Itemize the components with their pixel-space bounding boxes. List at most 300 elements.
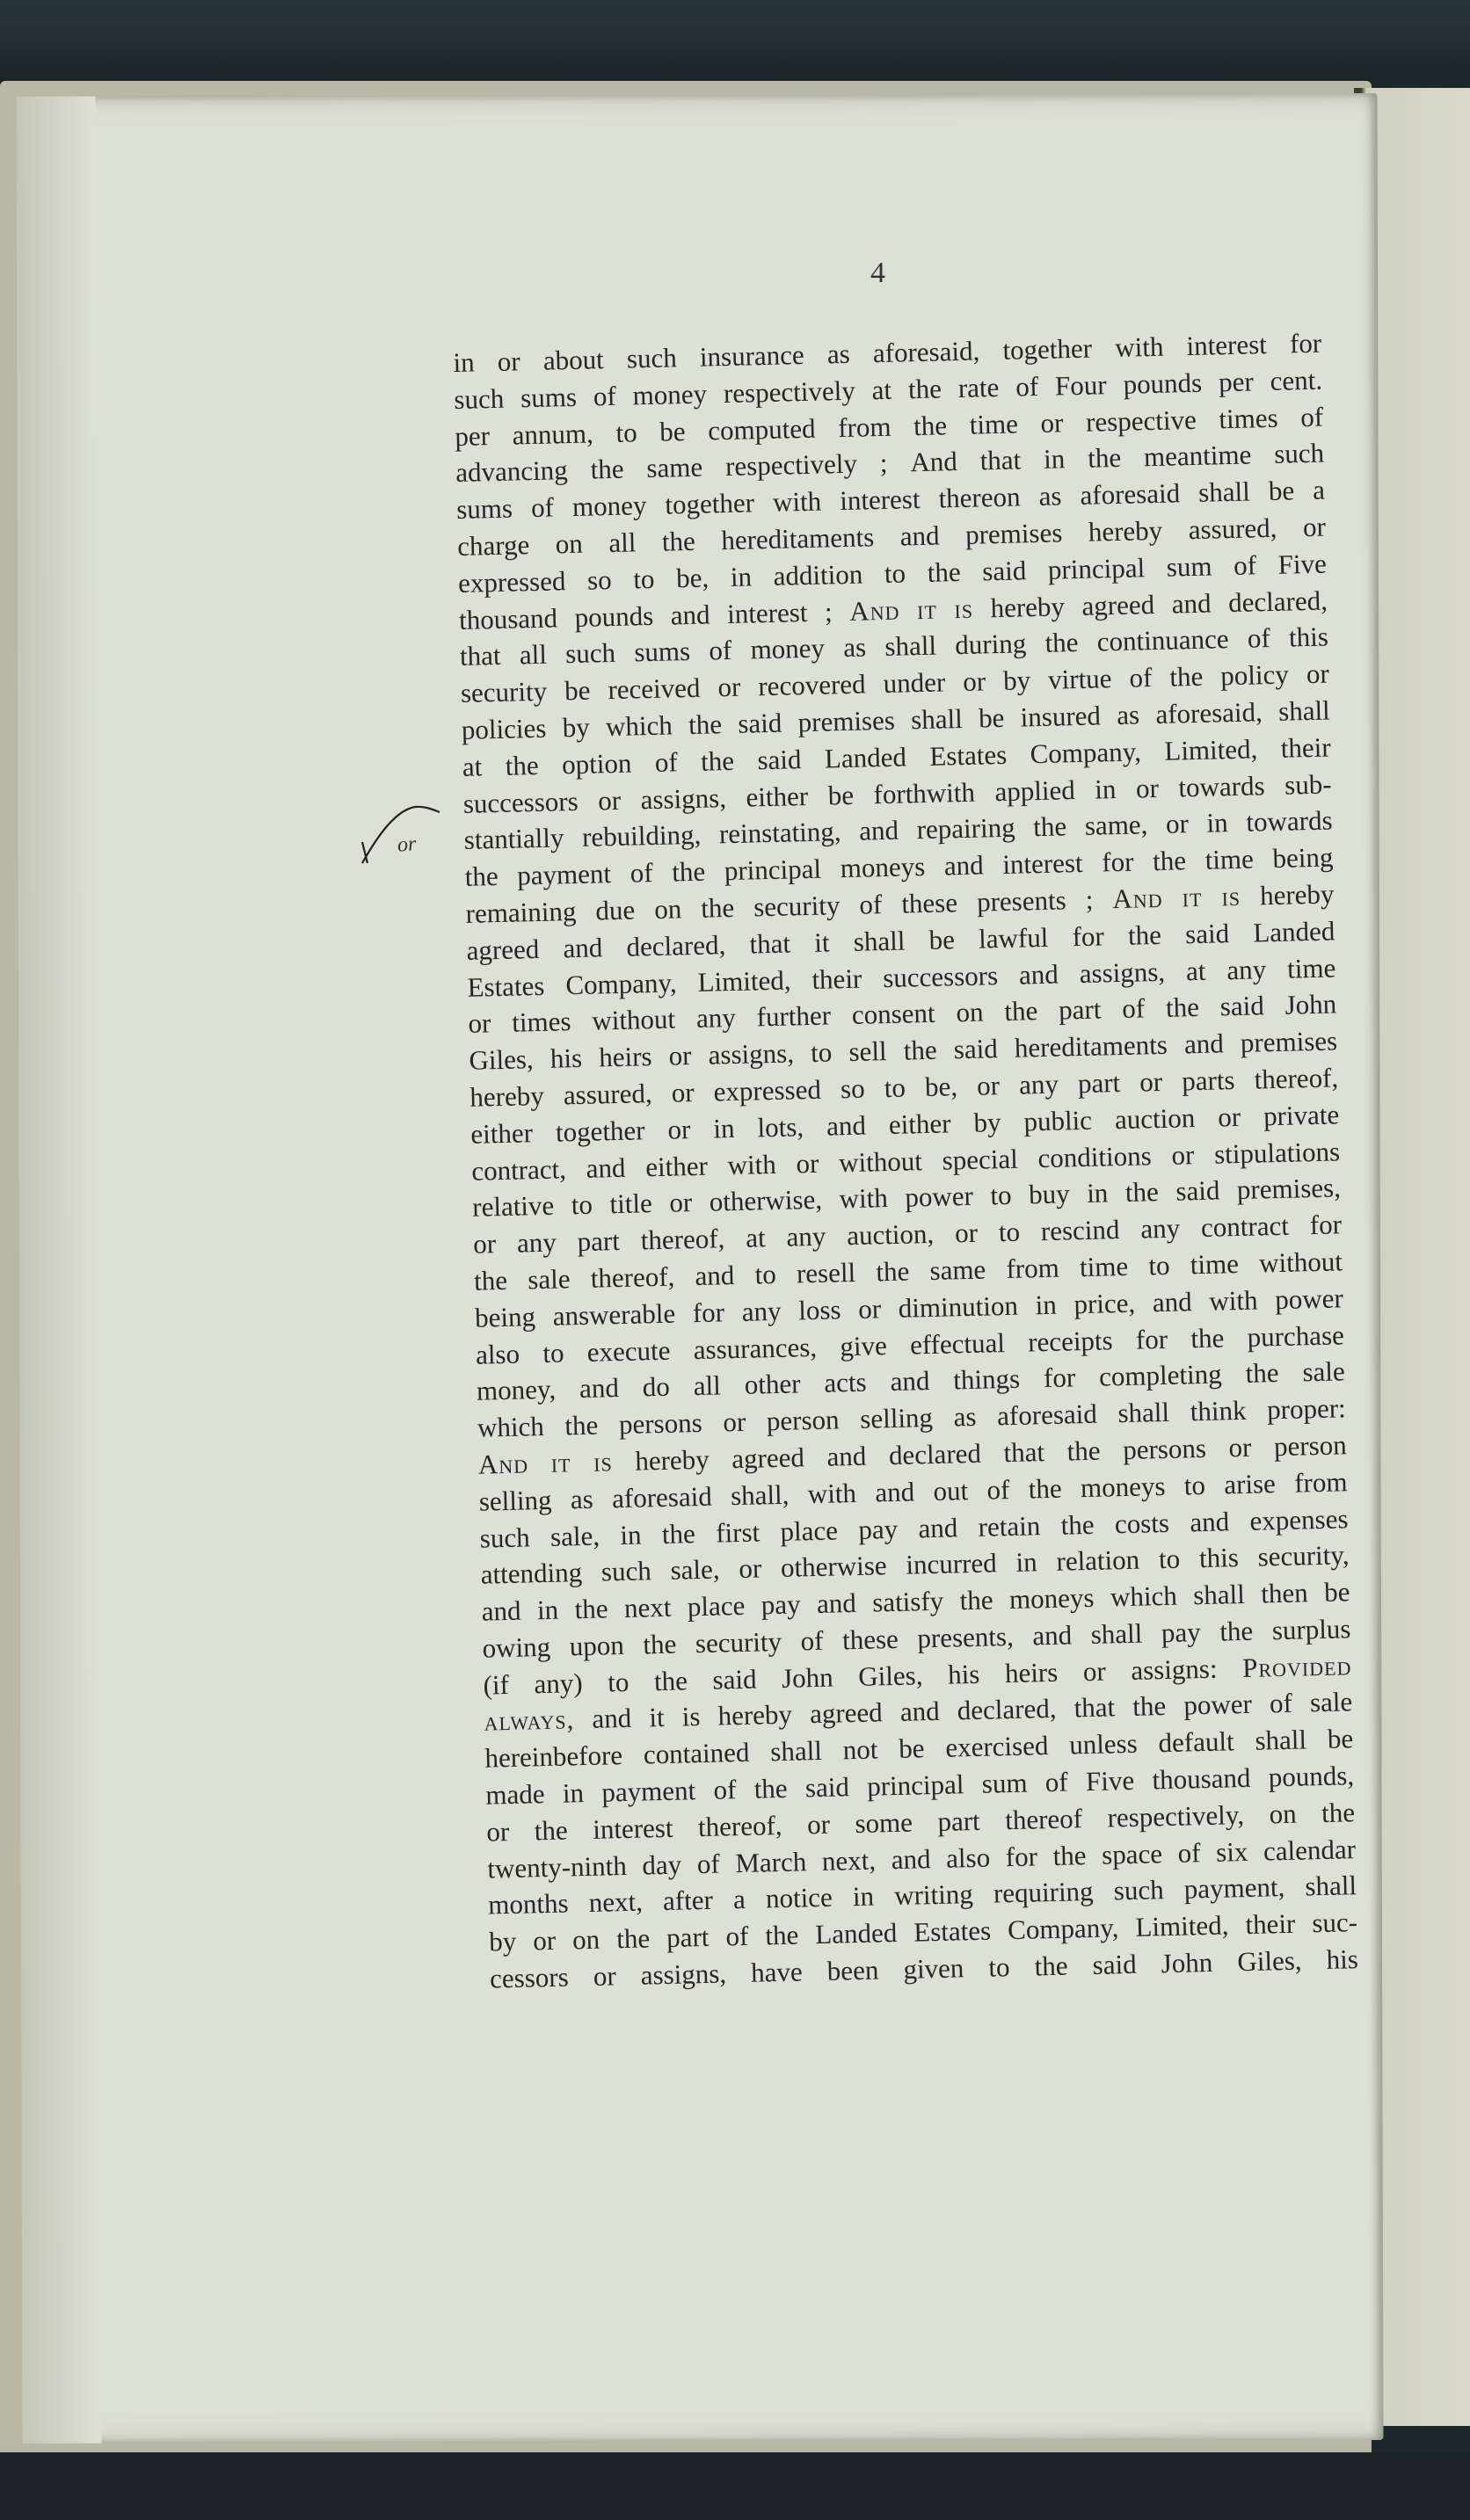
word: a [732, 1884, 746, 1915]
word: interest [1001, 847, 1083, 881]
word: assurances, [693, 1331, 818, 1365]
word: of [713, 1774, 737, 1805]
word: to [998, 1216, 1021, 1248]
word: of [709, 635, 732, 666]
word: space [1101, 1837, 1163, 1870]
word: such [1113, 1874, 1164, 1906]
word: the [1219, 1615, 1254, 1647]
word: be [1268, 475, 1295, 507]
word: by [562, 711, 591, 744]
word: time [1079, 1250, 1129, 1283]
word: to [884, 1071, 906, 1104]
word: it [813, 926, 830, 958]
word: Four [1054, 368, 1108, 402]
word: shall [1197, 476, 1251, 508]
word: assured, [563, 1078, 652, 1111]
word: due [595, 894, 636, 926]
word: with [727, 1148, 777, 1180]
word: payment, [1183, 1871, 1285, 1906]
word: his [549, 1042, 583, 1074]
word: without [1258, 1245, 1343, 1279]
word: to [1183, 1469, 1206, 1501]
word: And [909, 446, 958, 478]
word: of [1299, 401, 1324, 432]
word: of [1269, 1688, 1293, 1719]
word: the [764, 1919, 799, 1951]
word: agreed [809, 1696, 884, 1730]
page-number: 4 [870, 257, 885, 289]
word: part [1077, 1066, 1121, 1100]
word: towards [1178, 769, 1265, 802]
word: for [692, 1296, 725, 1328]
word: shall [1255, 1724, 1307, 1756]
scanner-backdrop-bottom [0, 2452, 1470, 2520]
word: or [806, 1808, 831, 1841]
word: to [615, 416, 637, 448]
word: with [839, 1182, 889, 1215]
word: or [485, 1815, 510, 1848]
word: sums [633, 635, 691, 668]
word: of [593, 380, 617, 412]
word: and [826, 1109, 867, 1142]
word: and [890, 1365, 930, 1398]
word: at [462, 751, 483, 782]
word: or [1228, 1431, 1252, 1463]
word: as [1038, 480, 1062, 512]
word: unless [1068, 1728, 1139, 1761]
word: of [696, 1848, 721, 1879]
word: of [859, 889, 883, 920]
word: rate [957, 371, 1000, 403]
word: aforesaid, [872, 335, 980, 369]
word: aforesaid, [1155, 696, 1263, 730]
word: shall [1192, 1579, 1246, 1611]
word: be, [924, 1071, 958, 1102]
word: any [1018, 1068, 1059, 1100]
word: the [913, 409, 948, 441]
word: or [1139, 1065, 1163, 1098]
word: thereof, [697, 1809, 782, 1842]
word: aforesaid [611, 1480, 713, 1514]
word: the [1066, 1434, 1101, 1467]
word: And [477, 1448, 529, 1480]
word: reinstating, [718, 816, 841, 850]
word: or [468, 1007, 491, 1040]
word: or [954, 1216, 979, 1249]
word: the [875, 1255, 910, 1288]
word: assigns, [1079, 955, 1166, 989]
word: shall, [730, 1478, 790, 1511]
word: in [852, 1881, 875, 1913]
word: and [1152, 1285, 1193, 1318]
word: suc- [1311, 1906, 1358, 1939]
word: (if [483, 1668, 510, 1701]
word: heirs [1004, 1656, 1059, 1688]
word: policy [1219, 658, 1290, 692]
word: these [900, 887, 958, 919]
word: shall [910, 702, 964, 736]
word: interest [839, 483, 921, 517]
word: money [632, 378, 708, 411]
word: this [1198, 1542, 1240, 1574]
word: or [1171, 1138, 1195, 1171]
word: thereof, [1254, 1062, 1339, 1095]
word: And [848, 594, 900, 627]
word: of [1247, 622, 1271, 654]
word: the [1052, 1839, 1087, 1871]
word: first [715, 1515, 760, 1549]
word: shall [769, 1735, 823, 1768]
word: such [479, 1521, 531, 1554]
word: to [810, 1036, 833, 1069]
word: Company, [564, 966, 678, 1000]
word: this [1288, 621, 1329, 653]
word: agreed [466, 933, 540, 966]
word: conditions [1037, 1139, 1153, 1173]
word: said [1092, 1948, 1137, 1981]
word: and [816, 1587, 857, 1620]
word: the [564, 1409, 599, 1442]
word: sale [1302, 1355, 1346, 1388]
word: and [1189, 1505, 1230, 1537]
word: to [1147, 1249, 1170, 1282]
word: exercised [944, 1730, 1049, 1763]
word: part [666, 1921, 710, 1954]
word: the [615, 1922, 651, 1955]
word: shall [1117, 1396, 1170, 1429]
word: otherwise [780, 1550, 887, 1584]
word: also [945, 1841, 991, 1874]
word: twenty-ninth [486, 1849, 628, 1885]
word: assigns, [640, 1957, 727, 1991]
word: policies [461, 712, 547, 745]
word: in [453, 346, 475, 378]
word: and [592, 1703, 632, 1735]
word: be [928, 923, 956, 955]
word: part [1058, 993, 1102, 1026]
word: respectively [724, 447, 858, 483]
word: the [1087, 442, 1122, 475]
word: the [903, 1034, 938, 1066]
word: declared [888, 1437, 982, 1471]
word: without [838, 1144, 923, 1178]
word: the [661, 525, 696, 557]
word: the [1190, 1321, 1225, 1354]
word: and [1031, 1619, 1073, 1652]
word: of [1121, 992, 1146, 1025]
body-text [453, 325, 1358, 1998]
word: or [1165, 808, 1190, 840]
word: thousand [1152, 1761, 1251, 1796]
word: in [1035, 1289, 1058, 1320]
word: time [1286, 951, 1336, 984]
word: from [1293, 1465, 1348, 1499]
word: as [570, 1483, 594, 1514]
word: and [695, 1259, 735, 1291]
word: successors [882, 959, 999, 993]
word: successors [462, 785, 579, 819]
word: any) [534, 1667, 583, 1699]
word: on [555, 527, 584, 560]
word: do [642, 1371, 671, 1403]
word: such [600, 1555, 652, 1587]
word: the [590, 454, 624, 485]
word: shall [1305, 1870, 1357, 1902]
word: assigns, [640, 781, 727, 815]
word: interest [1186, 329, 1268, 362]
word: which [1110, 1580, 1178, 1613]
word: per [454, 419, 491, 452]
word: the [1060, 1508, 1095, 1541]
word: times [511, 1006, 571, 1039]
word: rebuilding, [581, 819, 702, 853]
word: for [1101, 846, 1134, 878]
word: which [477, 1411, 545, 1443]
word: sale, [670, 1553, 720, 1587]
word: answerable [552, 1297, 676, 1332]
word: that [1003, 1435, 1045, 1469]
word: sums [520, 381, 578, 414]
word: or [532, 1925, 557, 1957]
word: or [1306, 657, 1330, 690]
word: thereof [1004, 1803, 1083, 1836]
word: not [842, 1733, 878, 1766]
word: such [626, 342, 678, 374]
word: the [907, 373, 942, 405]
word: or [1302, 511, 1327, 543]
word: or [1040, 406, 1064, 439]
word: or [723, 1405, 746, 1438]
word: Giles, [1236, 1944, 1302, 1978]
word: of [1044, 1766, 1069, 1798]
word: in [1043, 443, 1066, 476]
word: the [653, 1665, 688, 1696]
word: otherwise, [709, 1184, 823, 1217]
word: said [757, 743, 802, 776]
word: in [562, 1777, 585, 1809]
word: of [530, 491, 555, 524]
word: their [1245, 1907, 1296, 1941]
word: be [898, 1732, 925, 1765]
word: with [1209, 1284, 1258, 1317]
word: the [1127, 919, 1162, 951]
word: is [681, 1701, 701, 1732]
word: as [826, 338, 851, 370]
word: so [840, 1072, 865, 1105]
word: to [571, 1188, 593, 1221]
word: assigns: [1130, 1652, 1218, 1686]
word: satisfy [871, 1585, 944, 1618]
word: time [1204, 843, 1255, 875]
word: and [670, 599, 710, 631]
word: calendar [1263, 1833, 1357, 1867]
word: by [1002, 664, 1031, 697]
word: purchase [1247, 1318, 1345, 1353]
word: loss [797, 1293, 841, 1326]
word: their [811, 962, 862, 995]
word: any [516, 1226, 557, 1259]
word: lots, [757, 1110, 804, 1144]
word: hereby [1259, 878, 1335, 911]
word: these [841, 1623, 899, 1656]
word: sub- [1284, 768, 1332, 801]
word: the [1245, 1357, 1279, 1390]
word: default [1158, 1725, 1235, 1759]
word: the [1132, 1690, 1167, 1723]
word: such [454, 382, 505, 415]
word: cessors [489, 1961, 570, 1994]
word: recovered [757, 668, 866, 702]
word: of [1129, 662, 1153, 694]
word: the [574, 1593, 608, 1625]
word: it [550, 1447, 571, 1478]
word: declared, [1227, 585, 1328, 618]
word: John [1284, 988, 1337, 1021]
word: receipts [1027, 1324, 1113, 1357]
word: cent. [1270, 364, 1323, 396]
word: be [1323, 1576, 1350, 1608]
word: always, [484, 1703, 575, 1738]
word: or [593, 1960, 617, 1992]
word: relation [1056, 1543, 1140, 1578]
word: towards [1246, 804, 1333, 839]
word: be [659, 415, 686, 447]
word: the [473, 1264, 508, 1296]
word: thereof, [640, 1223, 725, 1256]
word: thousand [458, 601, 558, 635]
word: to [754, 1258, 777, 1290]
word: other [744, 1368, 801, 1401]
word: principal [866, 1768, 964, 1802]
word: heirs [598, 1041, 652, 1073]
word: in [1086, 1177, 1109, 1209]
word: sum [1166, 550, 1212, 583]
word: without [591, 1003, 676, 1036]
word: execute [586, 1334, 671, 1368]
word: either [746, 780, 809, 813]
word: to [990, 1180, 1012, 1211]
word: or [796, 1147, 819, 1179]
word: same, [1084, 809, 1148, 842]
word: of [1177, 1836, 1201, 1869]
word: respectively [723, 374, 856, 409]
word: stantially [463, 822, 564, 856]
word: time [1190, 1247, 1240, 1281]
word: for [1289, 327, 1322, 359]
word: with [807, 1477, 857, 1509]
word: said [712, 1663, 757, 1696]
word: principal [1047, 551, 1146, 585]
word: hereby [469, 1079, 545, 1113]
word: the [1321, 1797, 1356, 1828]
word: advancing [455, 454, 569, 489]
word: aforesaid [1080, 477, 1181, 512]
word: auction [1114, 1101, 1196, 1135]
word: ; [824, 595, 833, 628]
word: declared, [626, 928, 726, 962]
word: also [475, 1338, 520, 1370]
word: next, [821, 1844, 877, 1877]
word: and [586, 1151, 626, 1184]
word: upon [569, 1629, 625, 1662]
word: or [717, 671, 741, 703]
word: together [1002, 332, 1093, 366]
word: Company, [1030, 736, 1142, 769]
word: his [947, 1658, 980, 1690]
word: shall [1277, 694, 1331, 727]
word: either [469, 1116, 534, 1150]
word: moneys [1008, 1581, 1095, 1616]
word: presents, [917, 1620, 1015, 1654]
word: as [842, 631, 867, 664]
word: together [555, 1115, 645, 1148]
word: shall [884, 629, 937, 663]
word: or [739, 1552, 762, 1585]
word: hereby [717, 1699, 793, 1732]
word: security [753, 890, 841, 923]
word: be [1327, 1723, 1354, 1755]
word: in [712, 1112, 735, 1144]
word: Estates [467, 970, 545, 1003]
word: relative [471, 1189, 555, 1224]
word: which [605, 709, 673, 743]
word: shall [853, 925, 906, 957]
word: or [497, 345, 521, 377]
word: for [1135, 1323, 1168, 1355]
word: the [1028, 1472, 1062, 1505]
word: insurance [699, 338, 805, 373]
word: pay [1161, 1616, 1202, 1648]
word: requiring [993, 1876, 1094, 1909]
word: Estates [928, 738, 1008, 772]
word: on [571, 1923, 600, 1956]
word: have [750, 1956, 804, 1988]
word: and [874, 1476, 915, 1508]
word: the [1032, 810, 1067, 843]
word: the [927, 556, 962, 588]
word: said [737, 707, 782, 739]
word: annum, [512, 417, 594, 451]
word: some [855, 1806, 913, 1839]
word: diminution [898, 1289, 1019, 1324]
word: Company, [1007, 1912, 1119, 1946]
word: rescind [1040, 1214, 1120, 1247]
word: thereon [938, 481, 1021, 514]
word: all [519, 639, 548, 671]
word: on [956, 996, 984, 1028]
word: stipulations [1213, 1135, 1341, 1170]
word: is [593, 1446, 614, 1478]
word: payment [601, 1775, 696, 1808]
word: security, [1257, 1539, 1350, 1572]
word: interest [726, 596, 808, 629]
word: give [839, 1329, 888, 1362]
word: all [693, 1369, 722, 1402]
word: the [1168, 660, 1204, 693]
word: shall [1090, 1617, 1143, 1650]
word: notice [765, 1882, 833, 1914]
word: acts [824, 1366, 868, 1399]
word: hereby [1088, 514, 1163, 548]
word: with [1114, 330, 1164, 363]
word: person [1273, 1429, 1348, 1463]
word: their [1280, 731, 1331, 764]
word: and [563, 932, 603, 964]
word: place [687, 1589, 746, 1623]
word: any [1226, 953, 1267, 985]
word: be [564, 674, 591, 707]
word: out [933, 1474, 969, 1507]
